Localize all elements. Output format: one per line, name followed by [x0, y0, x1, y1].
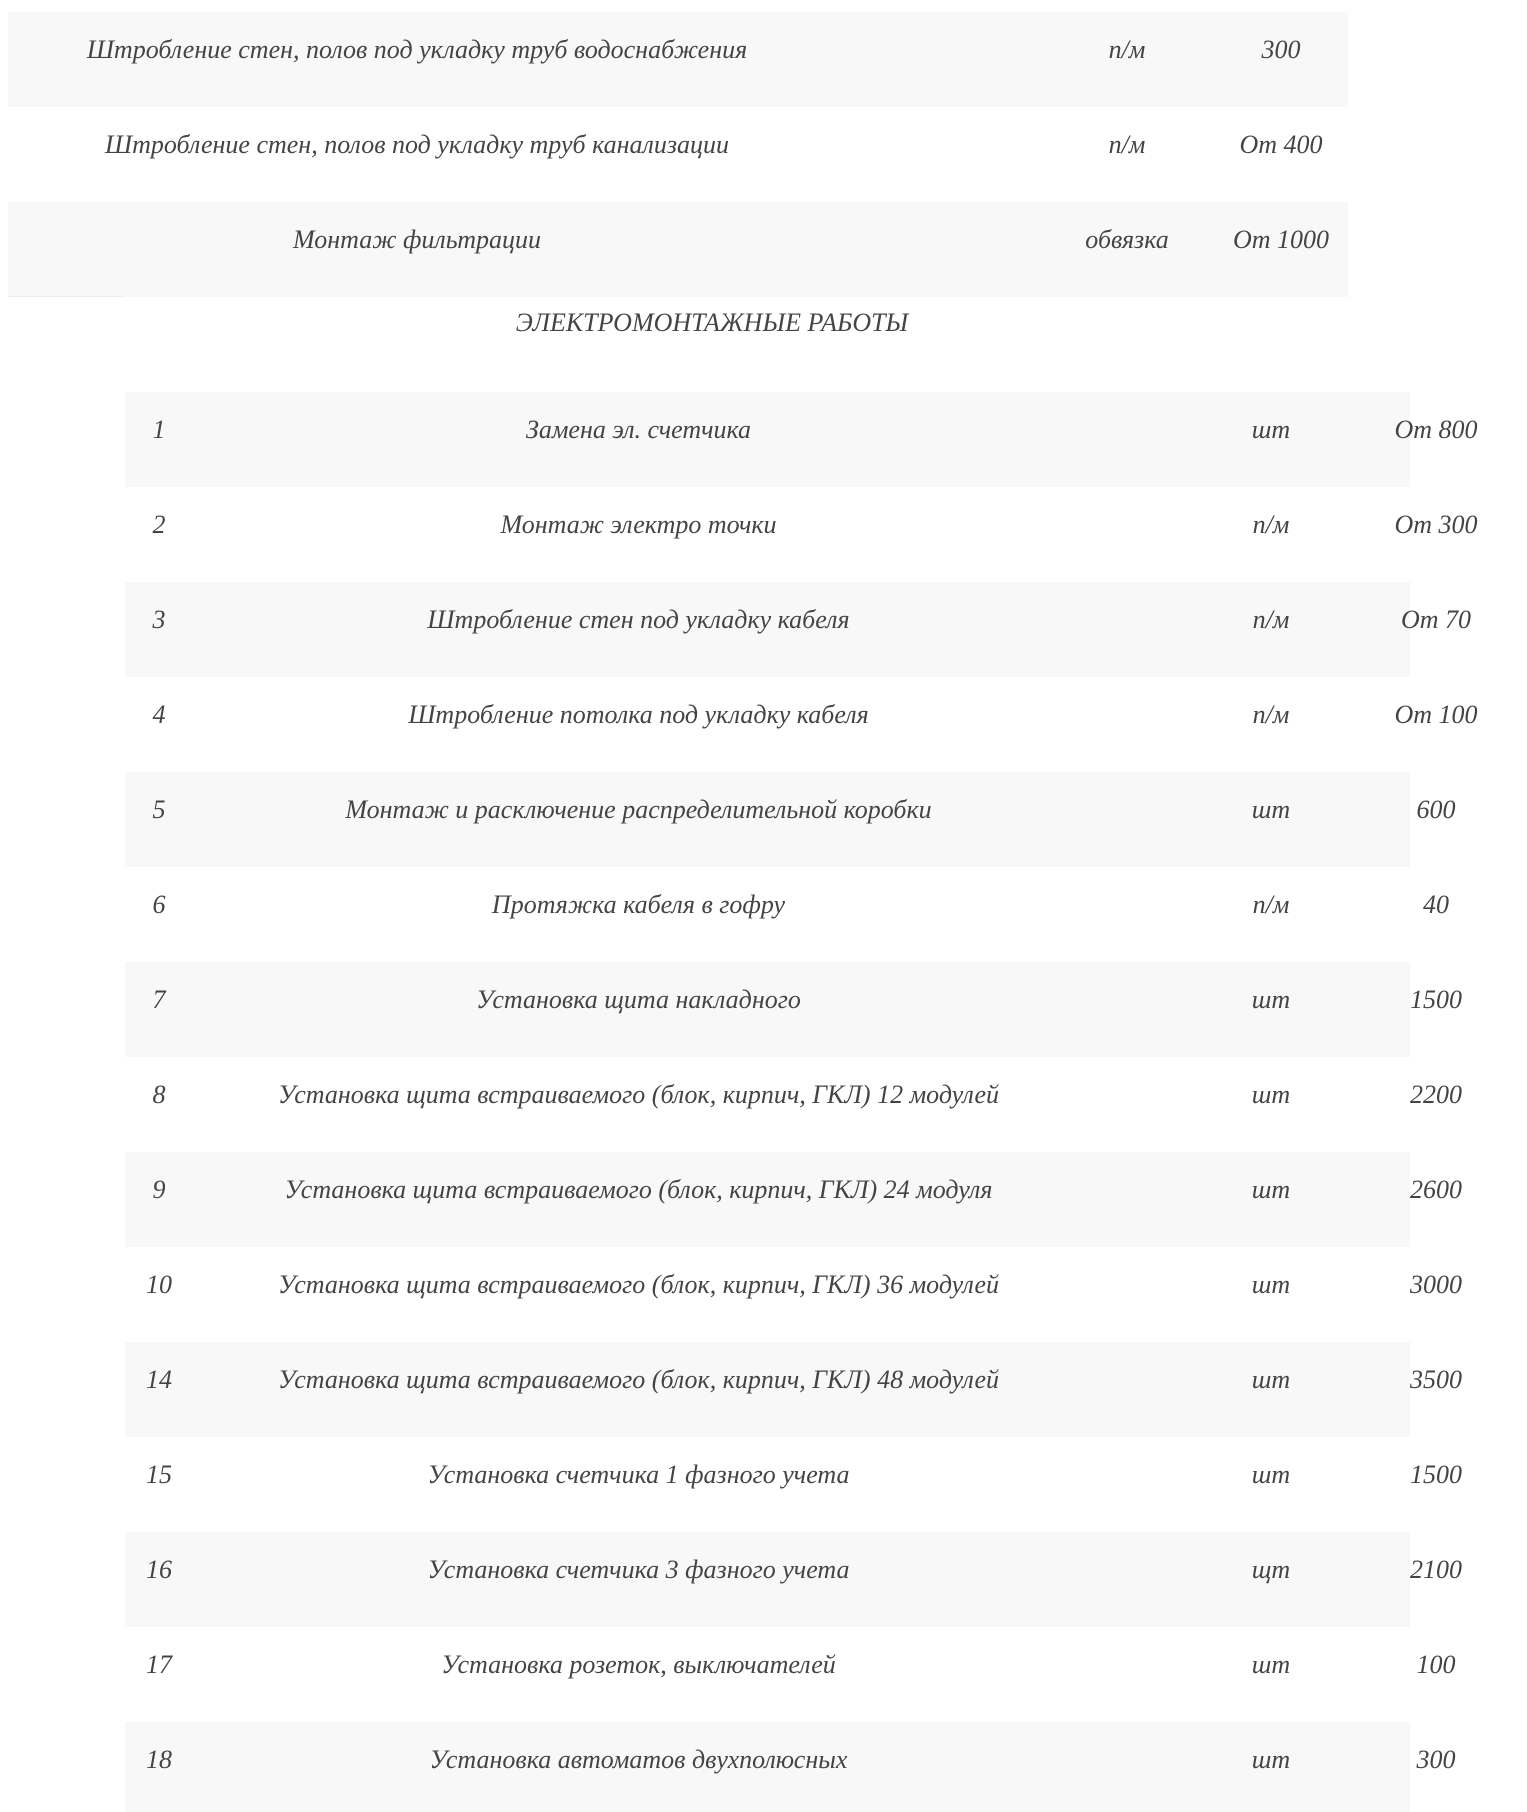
table-row [125, 1627, 1456, 1722]
service-name: Монтаж фильтрации [292, 225, 542, 254]
service-price: От 100 [1394, 700, 1478, 729]
service-name: Штробление потолка под укладку кабеля [408, 700, 869, 729]
row-number: 15 [146, 1460, 172, 1489]
service-price: От 1000 [1232, 225, 1330, 254]
service-unit: шт [1251, 1365, 1291, 1394]
service-price: 2200 [1410, 1080, 1462, 1109]
service-price: 100 [1416, 1650, 1456, 1679]
row-number: 4 [152, 700, 166, 729]
row-number: 9 [152, 1175, 166, 1204]
table-row [8, 202, 1348, 297]
service-name: Установка счетчика 1 фазного учета [427, 1460, 850, 1489]
service-price: 300 [1416, 1745, 1456, 1774]
row-number: 7 [152, 985, 166, 1014]
table-row [125, 677, 1478, 772]
service-unit: шт [1251, 1745, 1291, 1774]
service-unit: шт [1251, 1175, 1291, 1204]
row-number: 17 [146, 1650, 172, 1679]
service-unit: шт [1251, 795, 1291, 824]
service-unit: п/м [1108, 35, 1146, 64]
table-row [125, 962, 1462, 1057]
table-row [125, 1342, 1462, 1437]
service-unit: п/м [1252, 510, 1290, 539]
service-price: От 70 [1400, 605, 1472, 634]
service-name: Монтаж и расключение распределительной коробки [345, 795, 932, 824]
service-name: Протяжка кабеля в гофру [491, 890, 786, 919]
service-name: Установка розеток, выключателей [441, 1650, 836, 1679]
table-row [125, 392, 1478, 487]
service-unit: п/м [1108, 130, 1146, 159]
service-name: Установка щита встраиваемого (блок, кирпич, ГКЛ) 48 модулей [277, 1365, 1000, 1394]
service-name: Монтаж электро точки [500, 510, 777, 539]
service-price: От 300 [1394, 510, 1478, 539]
section-title: ЭЛЕКТРОМОНТАЖНЫЕ РАБОТЫ [515, 308, 909, 337]
service-name: Штробление стен под укладку кабеля [427, 605, 850, 634]
service-price: 1500 [1410, 1460, 1462, 1489]
service-unit: п/м [1252, 890, 1290, 919]
table-row [125, 582, 1472, 677]
service-name: Установка щита накладного [476, 985, 801, 1014]
service-price: 1500 [1410, 985, 1462, 1014]
service-price: От 800 [1394, 415, 1478, 444]
table-row [8, 107, 1348, 202]
service-price: 600 [1416, 795, 1456, 824]
table-row [125, 1722, 1456, 1812]
service-unit: щт [1251, 1555, 1291, 1584]
service-unit: шт [1251, 1460, 1291, 1489]
row-number: 6 [152, 890, 166, 919]
table-row [125, 1247, 1462, 1342]
table-row [125, 1057, 1462, 1152]
service-name: Установка счетчика 3 фазного учета [427, 1555, 850, 1584]
service-unit: шт [1251, 415, 1291, 444]
service-name: Установка автоматов двухполюсных [429, 1745, 848, 1774]
table-row [125, 772, 1456, 867]
row-number: 18 [146, 1745, 172, 1774]
service-price: 300 [1261, 35, 1301, 64]
service-unit: шт [1251, 985, 1291, 1014]
table-row [8, 12, 1348, 107]
service-name: Установка щита встраиваемого (блок, кирпич, ГКЛ) 36 модулей [277, 1270, 1000, 1299]
service-name: Установка щита встраиваемого (блок, кирпич, ГКЛ) 12 модулей [277, 1080, 1000, 1109]
service-name: Замена эл. счетчика [525, 415, 752, 444]
row-number: 2 [152, 510, 166, 539]
divider [8, 296, 123, 297]
row-number: 1 [152, 415, 166, 444]
row-number: 3 [152, 605, 166, 634]
service-name: Установка щита встраиваемого (блок, кирпич, ГКЛ) 24 модуля [284, 1175, 993, 1204]
service-price: 3500 [1410, 1365, 1462, 1394]
service-price: 2100 [1410, 1555, 1462, 1584]
table-row [125, 1152, 1462, 1247]
table-row [125, 867, 1449, 962]
row-number: 14 [146, 1365, 172, 1394]
service-unit: шт [1251, 1270, 1291, 1299]
service-unit: обвязка [1085, 225, 1169, 254]
service-name: Штробление стен, полов под укладку труб канализации [105, 130, 729, 159]
service-unit: п/м [1252, 605, 1290, 634]
table-row [125, 487, 1478, 582]
service-unit: п/м [1252, 700, 1290, 729]
service-price: 3000 [1410, 1270, 1462, 1299]
service-price: 40 [1423, 890, 1449, 919]
table-row [125, 1532, 1462, 1627]
service-unit: шт [1251, 1650, 1291, 1679]
table-row [125, 1437, 1462, 1532]
row-number: 5 [152, 795, 166, 824]
row-number: 10 [146, 1270, 172, 1299]
service-unit: шт [1251, 1080, 1291, 1109]
row-number: 8 [152, 1080, 166, 1109]
service-price: 2600 [1410, 1175, 1462, 1204]
service-price: От 400 [1239, 130, 1323, 159]
service-name: Штробление стен, полов под укладку труб водоснабжения [86, 35, 748, 64]
row-number: 16 [146, 1555, 172, 1584]
